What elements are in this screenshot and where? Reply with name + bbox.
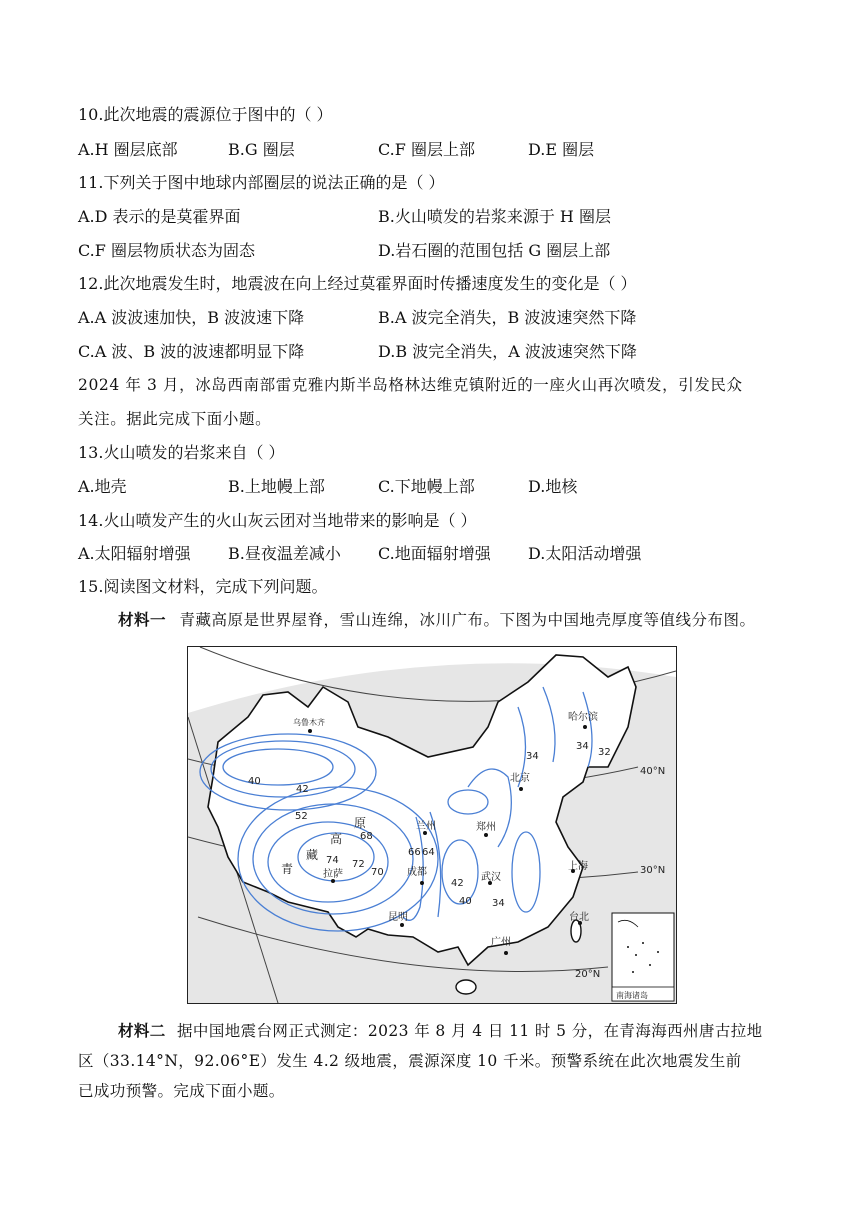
q11-option-d: D.岩石圈的范围包括 G 圈层上部 bbox=[378, 241, 611, 260]
q10-option-c: C.F 圈层上部 bbox=[378, 140, 475, 159]
q12-option-c: C.A 波、B 波的波速都明显下降 bbox=[78, 342, 305, 361]
q12-option-b: B.A 波完全消失，B 波波速突然下降 bbox=[378, 308, 637, 327]
south-sea-inset bbox=[612, 913, 674, 1001]
question-15-stem: 15.阅读图文材料，完成下列问题。 bbox=[78, 577, 328, 596]
isoline-74: 74 bbox=[326, 855, 339, 866]
q11-option-c: C.F 圈层物质状态为固态 bbox=[78, 241, 255, 260]
city-harbin: 哈尔滨 bbox=[568, 712, 598, 723]
isoline-68: 68 bbox=[360, 831, 373, 842]
q14-option-b: B.昼夜温差减小 bbox=[228, 544, 341, 563]
isoline-40-west: 40 bbox=[248, 776, 261, 787]
q13-option-c: C.下地幔上部 bbox=[378, 477, 475, 496]
q14-option-a: A.太阳辐射增强 bbox=[78, 544, 191, 563]
lat-label-40: 40°N bbox=[640, 766, 666, 777]
q12-option-a: A.A 波波速加快，B 波波速下降 bbox=[78, 308, 305, 327]
isoline-32: 32 bbox=[598, 747, 611, 758]
city-lanzhou: 兰州 bbox=[416, 821, 436, 832]
map-svg bbox=[188, 647, 676, 1003]
isoline-70: 70 bbox=[371, 867, 384, 878]
region-char-qing: 青 bbox=[281, 862, 294, 876]
isoline-34-ne: 34 bbox=[576, 741, 589, 752]
q14-option-d: D.太阳活动增强 bbox=[528, 544, 642, 563]
intro-line-2: 关注。据此完成下面小题。 bbox=[78, 410, 272, 428]
city-urumqi: 乌鲁木齐 bbox=[293, 718, 325, 727]
city-taipei: 台北 bbox=[569, 912, 589, 923]
question-11-stem: 11.下列关于图中地球内部圈层的说法正确的是（ ） bbox=[78, 173, 445, 192]
q11-option-b: B.火山喷发的岩浆来源于 H 圈层 bbox=[378, 207, 611, 226]
material-2-line-1: 据中国地震台网正式测定：2023 年 8 月 4 日 11 时 5 分，在青海海西州唐古拉地 bbox=[177, 1022, 763, 1040]
q10-option-b: B.G 圈层 bbox=[228, 140, 295, 159]
region-char-gao: 高 bbox=[330, 832, 343, 846]
isoline-72: 72 bbox=[352, 859, 365, 870]
isoline-52: 52 bbox=[295, 811, 308, 822]
q10-option-d: D.E 圈层 bbox=[528, 140, 595, 159]
isoline-42-central: 42 bbox=[451, 878, 464, 889]
inset-label: 南海诸岛 bbox=[616, 991, 648, 1000]
city-beijing: 北京 bbox=[510, 773, 530, 784]
question-12-stem: 12.此次地震发生时，地震波在向上经过莫霍界面时传播速度发生的变化是（ ） bbox=[78, 274, 637, 293]
city-wuhan: 武汉 bbox=[481, 872, 501, 883]
lat-label-30: 30°N bbox=[640, 865, 666, 876]
isoline-34-north: 34 bbox=[526, 751, 539, 762]
material-2-label: 材料二 bbox=[118, 1021, 166, 1040]
question-14-stem: 14.火山喷发产生的火山灰云团对当地带来的影响是（ ） bbox=[78, 511, 477, 530]
isoline-64: 64 bbox=[422, 847, 435, 858]
q11-option-a: A.D 表示的是莫霍界面 bbox=[78, 207, 241, 226]
q13-option-d: D.地核 bbox=[528, 477, 578, 496]
q13-option-b: B.上地幔上部 bbox=[228, 477, 325, 496]
q13-option-a: A.地壳 bbox=[78, 477, 127, 496]
q14-option-c: C.地面辐射增强 bbox=[378, 544, 491, 563]
isoline-40-central: 40 bbox=[459, 896, 472, 907]
lat-label-20: 20°N bbox=[575, 969, 601, 980]
crust-thickness-map bbox=[187, 646, 677, 1004]
city-kunming: 昆明 bbox=[388, 912, 408, 923]
hainan-island bbox=[456, 980, 476, 994]
intro-line-1: 2024 年 3 月，冰岛西南部雷克雅内斯半岛格林达维克镇附近的一座火山再次喷发，引发民众 bbox=[78, 376, 743, 394]
isoline-42-west: 42 bbox=[296, 784, 309, 795]
q12-option-d: D.B 波完全消失，A 波波速突然下降 bbox=[378, 342, 637, 361]
question-10-stem: 10.此次地震的震源位于图中的（ ） bbox=[78, 105, 333, 124]
material-1-text: 青藏高原是世界屋脊，雪山连绵，冰川广布。下图为中国地壳厚度等值线分布图。 bbox=[179, 611, 756, 629]
isoline-34-central: 34 bbox=[492, 898, 505, 909]
city-chengdu: 成都 bbox=[407, 867, 427, 878]
isoline-66: 66 bbox=[408, 847, 421, 858]
city-guangzhou: 广州 bbox=[491, 937, 511, 948]
city-zhengzhou: 郑州 bbox=[476, 822, 496, 833]
region-char-zang: 藏 bbox=[306, 848, 319, 862]
question-13-stem: 13.火山喷发的岩浆来自（ ） bbox=[78, 443, 285, 462]
material-1-label: 材料一 bbox=[118, 610, 167, 629]
material-1 bbox=[118, 609, 755, 631]
city-lhasa: 拉萨 bbox=[323, 869, 343, 880]
material-2-line-3: 已成功预警。完成下面小题。 bbox=[78, 1082, 285, 1100]
q10-option-a: A.H 圈层底部 bbox=[78, 140, 178, 159]
region-char-yuan: 原 bbox=[354, 816, 367, 830]
city-shanghai: 上海 bbox=[568, 861, 588, 872]
material-2-line-2: 区（33.14°N，92.06°E）发生 4.2 级地震，震源深度 10 千米。预警系统在此次地震发生前 bbox=[78, 1052, 742, 1070]
material-2 bbox=[78, 1016, 798, 1106]
